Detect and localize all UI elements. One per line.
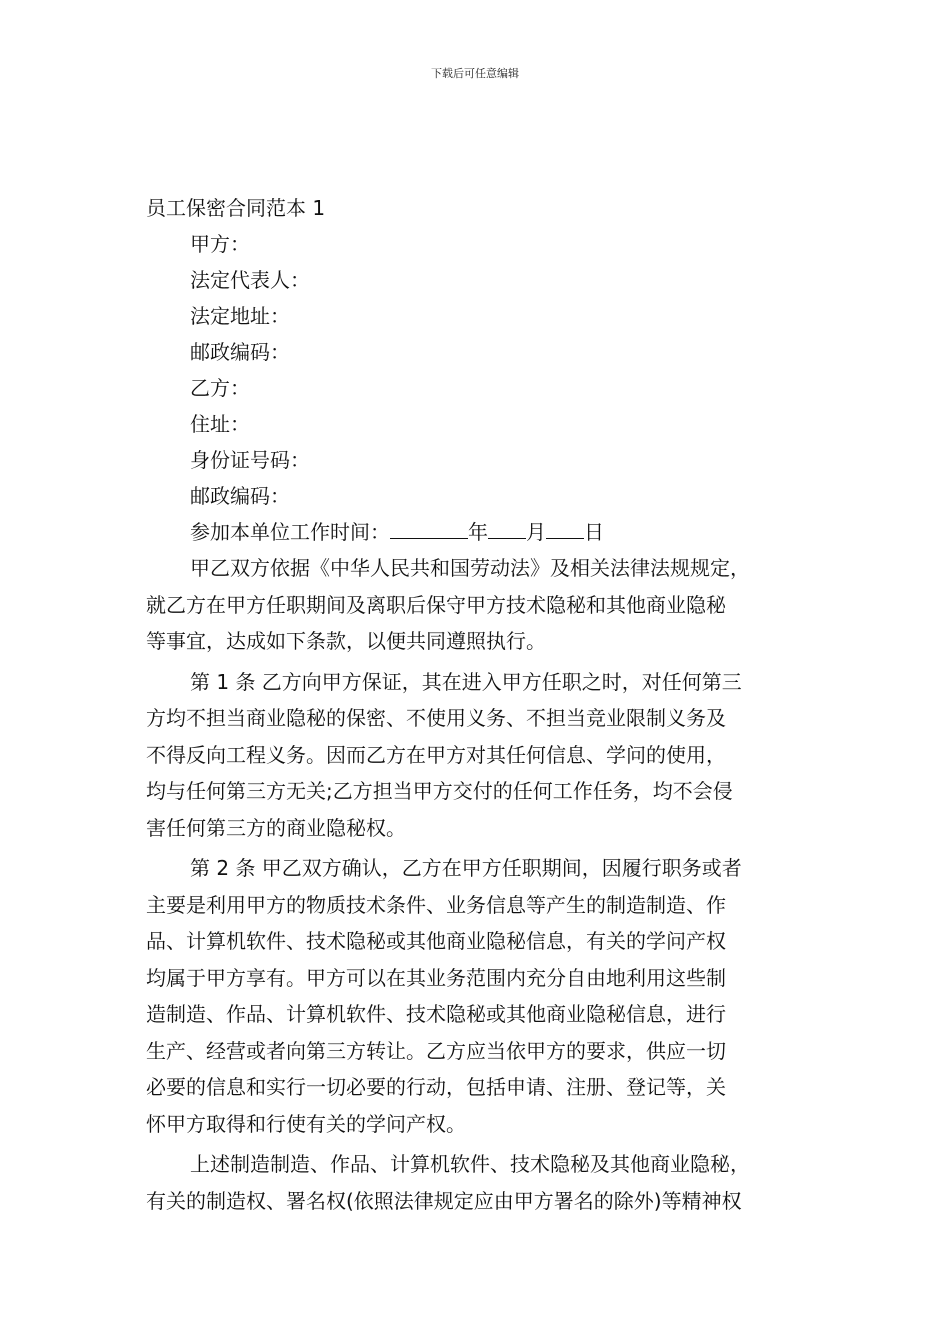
paragraph-line: 不得反向工程义务。因而乙方在甲方对其任何信息、学问的使用，	[146, 742, 726, 767]
paragraph-ip-rights	[146, 1146, 806, 1219]
paragraph-line: 害任何第三方的商业隐秘权。	[146, 815, 406, 840]
month-blank	[488, 516, 526, 539]
field-id-number: 身份证号码：	[190, 448, 310, 472]
paragraph-line: 有关的制造权、署名权(依照法律规定应由甲方署名的除外)等精神权	[146, 1188, 742, 1213]
field-postal-code-a: 邮政编码：	[190, 340, 290, 364]
paragraph-article-2	[146, 850, 806, 1142]
work-time-label: 参加本单位工作时间：	[190, 520, 390, 544]
paragraph-line: 上述制造制造、作品、计算机软件、技术隐秘及其他商业隐秘，	[190, 1152, 750, 1176]
paragraph-line: 怀甲方取得和行使有关的学问产权。	[146, 1111, 466, 1136]
paragraph-line: 第 1 条 乙方向甲方保证，其在进入甲方任职之时，对任何第三	[190, 669, 742, 694]
paragraph-line: 均属于甲方享有。甲方可以在其业务范围内充分自由地利用这些制	[146, 965, 726, 990]
year-blank	[390, 516, 468, 539]
day-label: 日	[584, 520, 604, 544]
day-blank	[546, 516, 584, 539]
paragraph-line: 就乙方在甲方任职期间及离职后保守甲方技术隐秘和其他商业隐秘	[146, 592, 726, 617]
paragraph-line: 方均不担当商业隐秘的保密、不使用义务、不担当竞业限制义务及	[146, 706, 726, 730]
field-postal-code-b: 邮政编码：	[190, 484, 290, 508]
page-header-note: 下载后可任意编辑	[431, 67, 519, 80]
month-label: 月	[526, 520, 546, 544]
year-label: 年	[468, 520, 488, 544]
field-legal-address: 法定地址：	[190, 304, 290, 328]
field-party-a: 甲方：	[190, 232, 250, 256]
field-party-b: 乙方：	[190, 376, 250, 400]
paragraph-line: 生产、经营或者向第三方转让。乙方应当依甲方的要求，供应一切	[146, 1038, 726, 1063]
field-work-start-date	[146, 514, 806, 550]
paragraph-line: 第 2 条 甲乙双方确认，乙方在甲方任职期间，因履行职务或者	[190, 856, 742, 880]
field-legal-representative: 法定代表人：	[190, 268, 310, 292]
paragraph-line: 甲乙双方依据《中华人民共和国劳动法》及相关法律法规规定，	[190, 556, 750, 580]
paragraph-preamble	[146, 550, 806, 660]
field-address: 住址：	[190, 412, 250, 436]
paragraph-line: 主要是利用甲方的物质技术条件、业务信息等产生的制造制造、作	[146, 892, 726, 917]
paragraph-line: 造制造、作品、计算机软件、技术隐秘或其他商业隐秘信息，进行	[146, 1002, 726, 1026]
paragraph-line: 必要的信息和实行一切必要的行动，包括申请、注册、登记等，关	[146, 1075, 726, 1099]
document-title: 员工保密合同范本 1	[146, 196, 326, 220]
document-body	[146, 190, 806, 1219]
paragraph-article-1	[146, 664, 806, 847]
paragraph-line: 等事宜，达成如下条款，以便共同遵照执行。	[146, 629, 546, 653]
paragraph-line: 均与任何第三方无关;乙方担当甲方交付的任何工作任务，均不会侵	[146, 779, 733, 803]
paragraph-line: 品、计算机软件、技术隐秘或其他商业隐秘信息，有关的学问产权	[146, 929, 726, 953]
